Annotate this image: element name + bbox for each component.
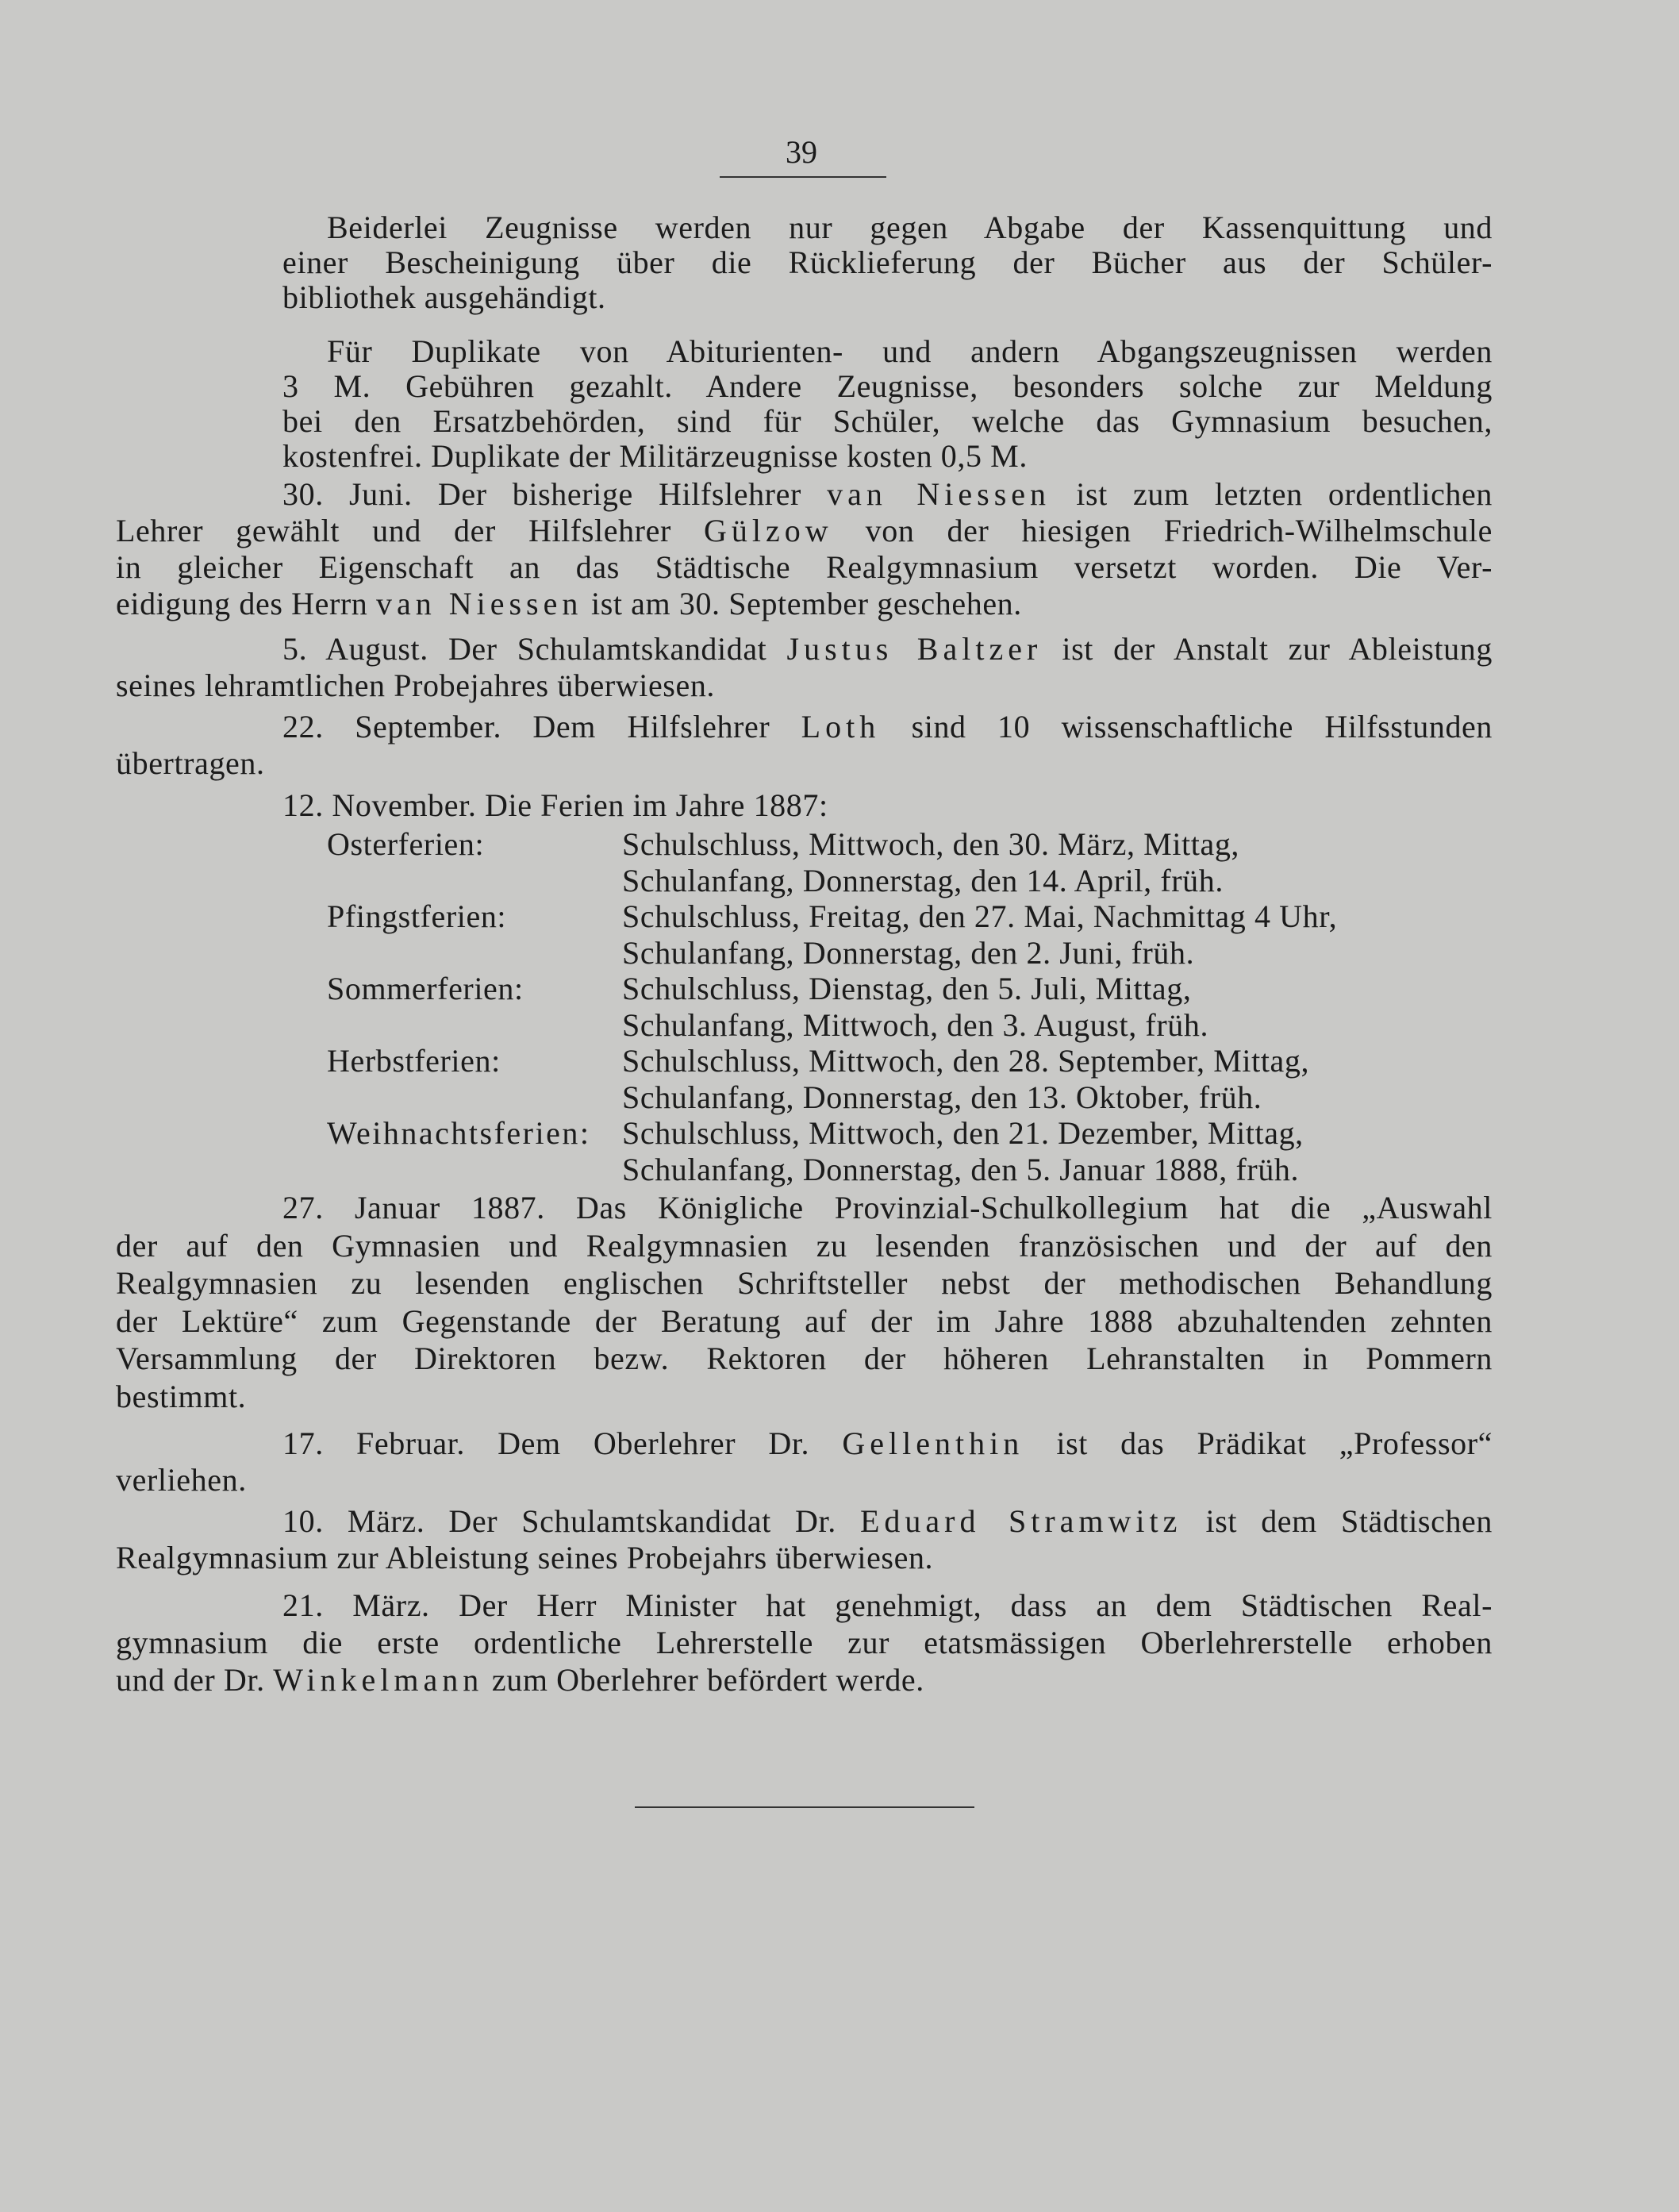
text-segment: 21. März. Der Herr Minister hat genehmigt, dass an dem Städtischen Real- [282, 1587, 1493, 1623]
text-line [282, 439, 1493, 474]
holiday-date: Schulschluss, Freitag, den 27. Mai, Nachmittag 4 Uhr, [622, 898, 1338, 934]
text-line [282, 280, 1493, 315]
holiday-date: Schulanfang, Donnerstag, den 5. Januar 1888, früh. [622, 1151, 1300, 1187]
text-segment: 10. März. Der Schulamtskandidat Dr. [282, 1503, 860, 1539]
text-segment: seines lehramtlichen Probejahres überwiesen. [116, 667, 716, 703]
text-line [116, 1462, 1493, 1498]
spaced-name: Gülzow [703, 513, 833, 548]
text-segment: 17. Februar. Dem Oberlehrer Dr. [282, 1425, 843, 1461]
text-line [282, 245, 1493, 280]
text-line [116, 1503, 1493, 1540]
text-segment: 30. Juni. Der bisherige Hilfslehrer [282, 476, 828, 512]
spaced-name: Gellenthin [842, 1425, 1024, 1461]
holiday-date: Schulanfang, Mittwoch, den 3. August, früh. [622, 1006, 1209, 1043]
footer-rule [635, 1806, 974, 1808]
spaced-name: Winkelmann [273, 1662, 484, 1698]
text-line [282, 369, 1493, 404]
holiday-date: Schulanfang, Donnerstag, den 2. Juni, früh. [622, 934, 1195, 971]
text-line [116, 513, 1493, 549]
text-segment: gymnasium die erste ordentliche Lehrerstelle zur etatsmässigen Oberlehrerstelle erhoben [116, 1625, 1493, 1660]
header-rule [720, 176, 886, 178]
text-line [116, 631, 1493, 667]
text-line [116, 1425, 1493, 1462]
paragraph [116, 476, 1493, 622]
paragraph [116, 1503, 1493, 1576]
holiday-date: Schulschluss, Dienstag, den 5. Juli, Mittag, [622, 971, 1192, 1006]
text-segment: 12. November. Die Ferien im Jahre 1887: [282, 787, 828, 823]
text-segment: eidigung des Herrn [116, 586, 376, 621]
text-segment: übertragen. [116, 745, 265, 781]
paragraph [116, 1587, 1493, 1698]
holiday-label: Weihnachtsferien: [327, 1115, 591, 1151]
spaced-name: Eduard Stramwitz [859, 1503, 1182, 1539]
text-line [116, 1189, 1493, 1227]
holiday-date: Schulschluss, Mittwoch, den 21. Dezember, Mittag, [622, 1115, 1304, 1151]
holiday-date: Schulschluss, Mittwoch, den 30. März, Mittag, [622, 826, 1240, 862]
spaced-name: van Niessen [375, 586, 583, 621]
text-segment: Realgymnasien zu lesenden englischen Schriftsteller nebst der methodischen Behandlung [116, 1265, 1493, 1301]
paragraph [116, 709, 1493, 782]
holiday-date: Schulanfang, Donnerstag, den 14. April, früh. [622, 862, 1224, 898]
text-segment: kostenfrei. Duplikate der Militärzeugnisse kosten 0,5 M. [282, 438, 1028, 474]
text-segment: ist zum letzten ordentlichen [1051, 476, 1493, 512]
text-line [282, 210, 1493, 245]
text-line [116, 1264, 1493, 1302]
text-line [116, 476, 1493, 513]
spaced-name: Loth [801, 709, 881, 744]
paragraph [282, 334, 1493, 474]
holiday-label: Osterferien: [327, 826, 485, 862]
paragraph [282, 210, 1493, 315]
spaced-name: van Niessen [827, 476, 1051, 512]
text-segment: ist am 30. September geschehen. [582, 586, 1022, 621]
text-segment: bei den Ersatzbehörden, sind für Schüler, welche das Gymnasium besuchen, [282, 403, 1493, 439]
text-segment: 5. August. Der Schulamtskandidat [282, 631, 787, 667]
paragraph [116, 631, 1493, 704]
text-segment: bestimmt. [116, 1378, 247, 1414]
holiday-date: Schulanfang, Donnerstag, den 13. Oktober, früh. [622, 1079, 1262, 1115]
text-segment: Beiderlei Zeugnisse werden nur gegen Abgabe der Kassenquittung und [327, 210, 1493, 245]
text-line [116, 667, 1493, 704]
text-line [116, 787, 1493, 824]
text-segment: verliehen. [116, 1462, 247, 1498]
text-segment: Versammlung der Direktoren bezw. Rektoren der höheren Lehranstalten in Pommern [116, 1341, 1493, 1376]
text-segment: ist dem Städtischen [1181, 1503, 1493, 1539]
text-segment: 22. September. Dem Hilfslehrer [282, 709, 801, 744]
paragraph [116, 1189, 1493, 1415]
text-segment: sind 10 wissenschaftliche Hilfsstunden [880, 709, 1493, 744]
text-segment: Für Duplikate von Abiturienten- und andern Abgangszeugnissen werden [327, 333, 1493, 369]
text-segment: einer Bescheinigung über die Rücklieferung der Bücher aus der Schüler- [282, 244, 1493, 280]
text-line [116, 1540, 1493, 1576]
paragraph [116, 787, 1493, 824]
text-segment: ist das Prädikat „Professor“ [1024, 1425, 1493, 1461]
text-segment: ist der Anstalt zur Ableistung [1042, 631, 1493, 667]
text-segment: Realgymnasium zur Ableistung seines Probejahrs überwiesen. [116, 1540, 934, 1575]
holiday-label: Herbstferien: [327, 1043, 501, 1079]
text-segment: und der Dr. [116, 1662, 274, 1698]
text-line [282, 334, 1493, 369]
text-line [116, 1661, 1493, 1698]
spaced-name: Justus Baltzer [786, 631, 1043, 667]
text-segment: der auf den Gymnasien und Realgymnasien zu lesenden französischen und der auf den [116, 1227, 1493, 1264]
text-line [116, 549, 1493, 586]
text-segment: Lehrer gewählt und der Hilfslehrer [116, 513, 704, 548]
paragraph [116, 1425, 1493, 1498]
text-line [116, 1302, 1493, 1341]
text-segment: von der hiesigen Friedrich-Wilhelmschule [832, 513, 1493, 548]
text-line [282, 404, 1493, 439]
text-segment: bibliothek ausgehändigt. [282, 279, 606, 315]
text-line [116, 586, 1493, 622]
text-segment: zum Oberlehrer befördert werde. [483, 1662, 924, 1698]
text-line [116, 1378, 1493, 1416]
text-segment: 27. Januar 1887. Das Königliche Provinzial-Schulkollegium hat die „Auswahl [282, 1190, 1493, 1225]
text-segment: der Lektüre“ zum Gegenstande der Beratung auf der im Jahre 1888 abzuhaltenden zehnten [116, 1302, 1493, 1339]
holiday-date: Schulschluss, Mittwoch, den 28. September, Mittag, [622, 1043, 1310, 1079]
text-line [116, 745, 1493, 782]
text-line [116, 1340, 1493, 1378]
page-number: 39 [786, 134, 817, 170]
text-line [116, 1624, 1493, 1661]
text-line [116, 1227, 1493, 1265]
text-line [116, 1587, 1493, 1624]
holiday-label: Pfingstferien: [327, 898, 507, 934]
holiday-label: Sommerferien: [327, 971, 524, 1006]
text-segment: 3 M. Gebühren gezahlt. Andere Zeugnisse, besonders solche zur Meldung [282, 368, 1493, 404]
text-segment: in gleicher Eigenschaft an das Städtische Realgymnasium versetzt worden. Die Ver- [116, 549, 1493, 585]
text-line [116, 709, 1493, 745]
